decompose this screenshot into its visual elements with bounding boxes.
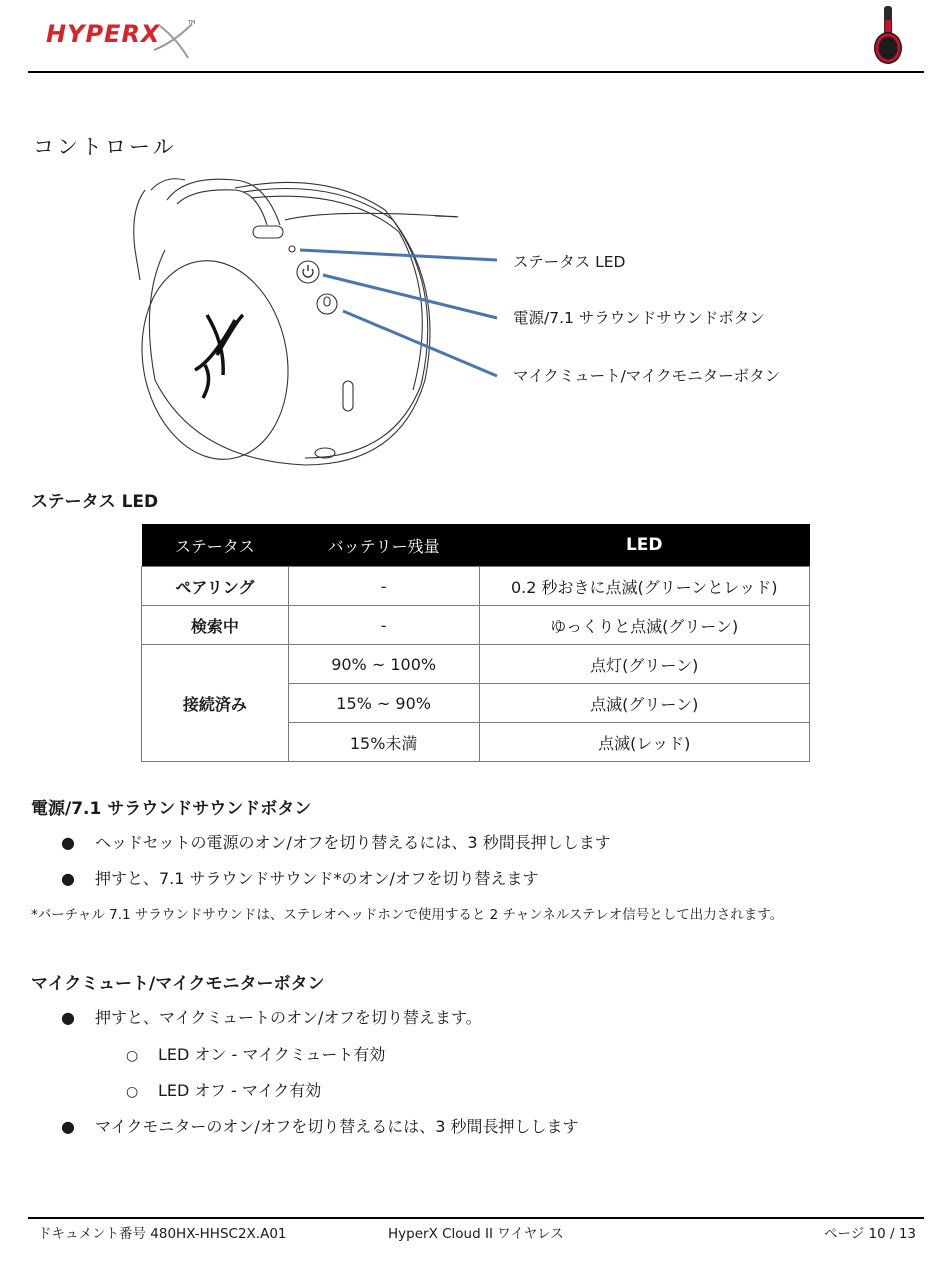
status-led-heading: ステータス LED (31, 492, 159, 512)
status-cell: ペアリング (142, 567, 289, 606)
callout-status-led: ステータス LED (513, 253, 626, 271)
bullet-text: 押すと、マイクミュートのオン/オフを切り替えます。 (95, 1008, 482, 1027)
sub-bullet-text: LED オフ - マイク有効 (158, 1081, 322, 1100)
table-row (142, 645, 810, 684)
bullet-icon: ● (61, 833, 75, 852)
battery-cell: 15%未満 (288, 723, 479, 762)
led-cell: 点灯(グリーン) (479, 645, 810, 684)
header-divider (28, 71, 924, 73)
footer-product-name: HyperX Cloud II ワイヤレス (388, 1226, 564, 1242)
page-title: コントロール (33, 135, 177, 159)
footer-doc-number: ドキュメント番号 480HX-HHSC2X.A01 (38, 1226, 287, 1242)
callout-line-power (323, 275, 497, 318)
bullet-text: ヘッドセットの電源のオン/オフを切り替えるには、3 秒間長押しします (95, 833, 611, 852)
sub-bullet-text: LED オン - マイクミュート有効 (158, 1045, 386, 1064)
list-item (61, 1116, 579, 1138)
battery-cell: - (288, 606, 479, 645)
battery-cell: 90% ~ 100% (288, 645, 479, 684)
status-cell: 検索中 (142, 606, 289, 645)
bullet-icon: ● (61, 869, 75, 888)
mic-button-heading: マイクミュート/マイクモニターボタン (31, 974, 325, 994)
led-cell: 点滅(レッド) (479, 723, 810, 762)
list-item (61, 868, 539, 890)
bullet-icon: ● (61, 1117, 75, 1136)
footer-page-number: ページ 10 / 13 (823, 1226, 916, 1242)
sub-bullet-icon: ○ (126, 1084, 139, 1100)
list-item (61, 832, 611, 854)
led-cell: 点滅(グリーン) (479, 684, 810, 723)
headset-illustration (127, 179, 458, 470)
callout-line-mic (343, 311, 497, 376)
list-item (61, 1007, 482, 1029)
headset-thumbnail (868, 4, 908, 66)
callout-power-button: 電源/7.1 サラウンドサウンドボタン (513, 309, 765, 327)
sub-list-item (126, 1044, 386, 1066)
battery-cell: 15% ~ 90% (288, 684, 479, 723)
footer-divider (28, 1217, 924, 1219)
table-row (142, 606, 810, 645)
led-cell: 0.2 秒おきに点滅(グリーンとレッド) (479, 567, 810, 606)
logo-text: HYPERX (46, 20, 161, 48)
table-header-row (142, 524, 810, 567)
bullet-icon: ● (61, 1008, 75, 1027)
status-led-table (141, 524, 810, 762)
bullet-text: マイクモニターのオン/オフを切り替えるには、3 秒間長押しします (95, 1117, 579, 1136)
status-cell: 接続済み (142, 645, 289, 762)
callout-lines (300, 250, 497, 376)
bullet-text: 押すと、7.1 サラウンドサウンド*のオン/オフを切り替えます (95, 869, 539, 888)
header-battery: バッテリー残量 (288, 524, 479, 567)
callout-line-status (300, 250, 497, 260)
battery-cell: - (288, 567, 479, 606)
header-led: LED (479, 524, 810, 567)
hyperx-logo (42, 14, 202, 64)
header-status: ステータス (142, 524, 289, 567)
led-cell: ゆっくりと点滅(グリーン) (479, 606, 810, 645)
sub-bullet-icon: ○ (126, 1048, 139, 1064)
table-row (142, 567, 810, 606)
power-button-heading: 電源/7.1 サラウンドサウンドボタン (31, 799, 312, 819)
callout-mic-button: マイクミュート/マイクモニターボタン (513, 367, 781, 385)
svg-text:TM: TM (188, 20, 196, 26)
surround-footnote: *バーチャル 7.1 サラウンドサウンドは、ステレオヘッドホンで使用すると 2 チャンネルステレオ信号として出力されます。 (31, 907, 784, 923)
sub-list-item (126, 1080, 322, 1102)
